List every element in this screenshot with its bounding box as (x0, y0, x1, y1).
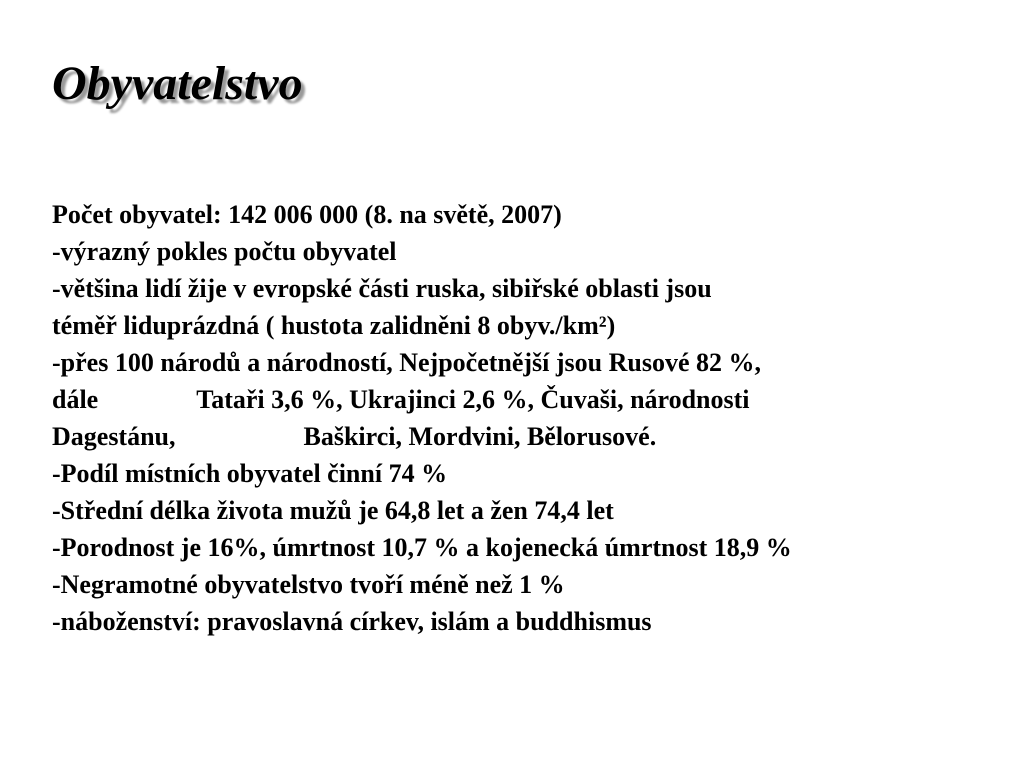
nationalities-list-text: Baškirci, Mordvini, Bělorusové. (303, 422, 657, 451)
religion-line: -náboženství: pravoslavná církev, islám a buddhismus (52, 607, 652, 636)
nationalities-list-text: Tataři 3,6 %, Ukrajinci 2,6 %, Čuvaši, národnosti (196, 385, 750, 414)
population-decline-line: -výrazný pokles počtu obyvatel (52, 237, 397, 266)
slide-title: Obyvatelstvo (52, 57, 303, 110)
slide-body (52, 196, 1002, 640)
nationalities-continued-line (52, 418, 1002, 455)
illiteracy-line: -Negramotné obyvatelstvo tvoří méně než 1 % (52, 570, 565, 599)
population-count-line: Počet obyvatel: 142 006 000 (8. na světě, 2007) (52, 200, 562, 229)
employment-line: -Podíl místních obyvatel činní 74 % (52, 459, 448, 488)
nationalities-line: -přes 100 národů a národností, Nejpočetnější jsou Rusové 82 %, (52, 348, 762, 377)
population-density-line: téměř liduprázdná ( hustota zalidněni 8 obyv./km²) (52, 311, 616, 340)
birth-mortality-line: -Porodnost je 16%, úmrtnost 10,7 % a kojenecká úmrtnost 18,9 % (52, 533, 792, 562)
population-distribution-line: -většina lidí žije v evropské části ruska, sibiřské oblasti jsou (52, 274, 712, 303)
nationalities-lead-text: Dagestánu, (52, 422, 176, 451)
life-expectancy-line: -Střední délka života mužů je 64,8 let a žen 74,4 let (52, 496, 614, 525)
nationalities-continued-line (52, 381, 1002, 418)
nationalities-lead-text: dále (52, 385, 99, 414)
